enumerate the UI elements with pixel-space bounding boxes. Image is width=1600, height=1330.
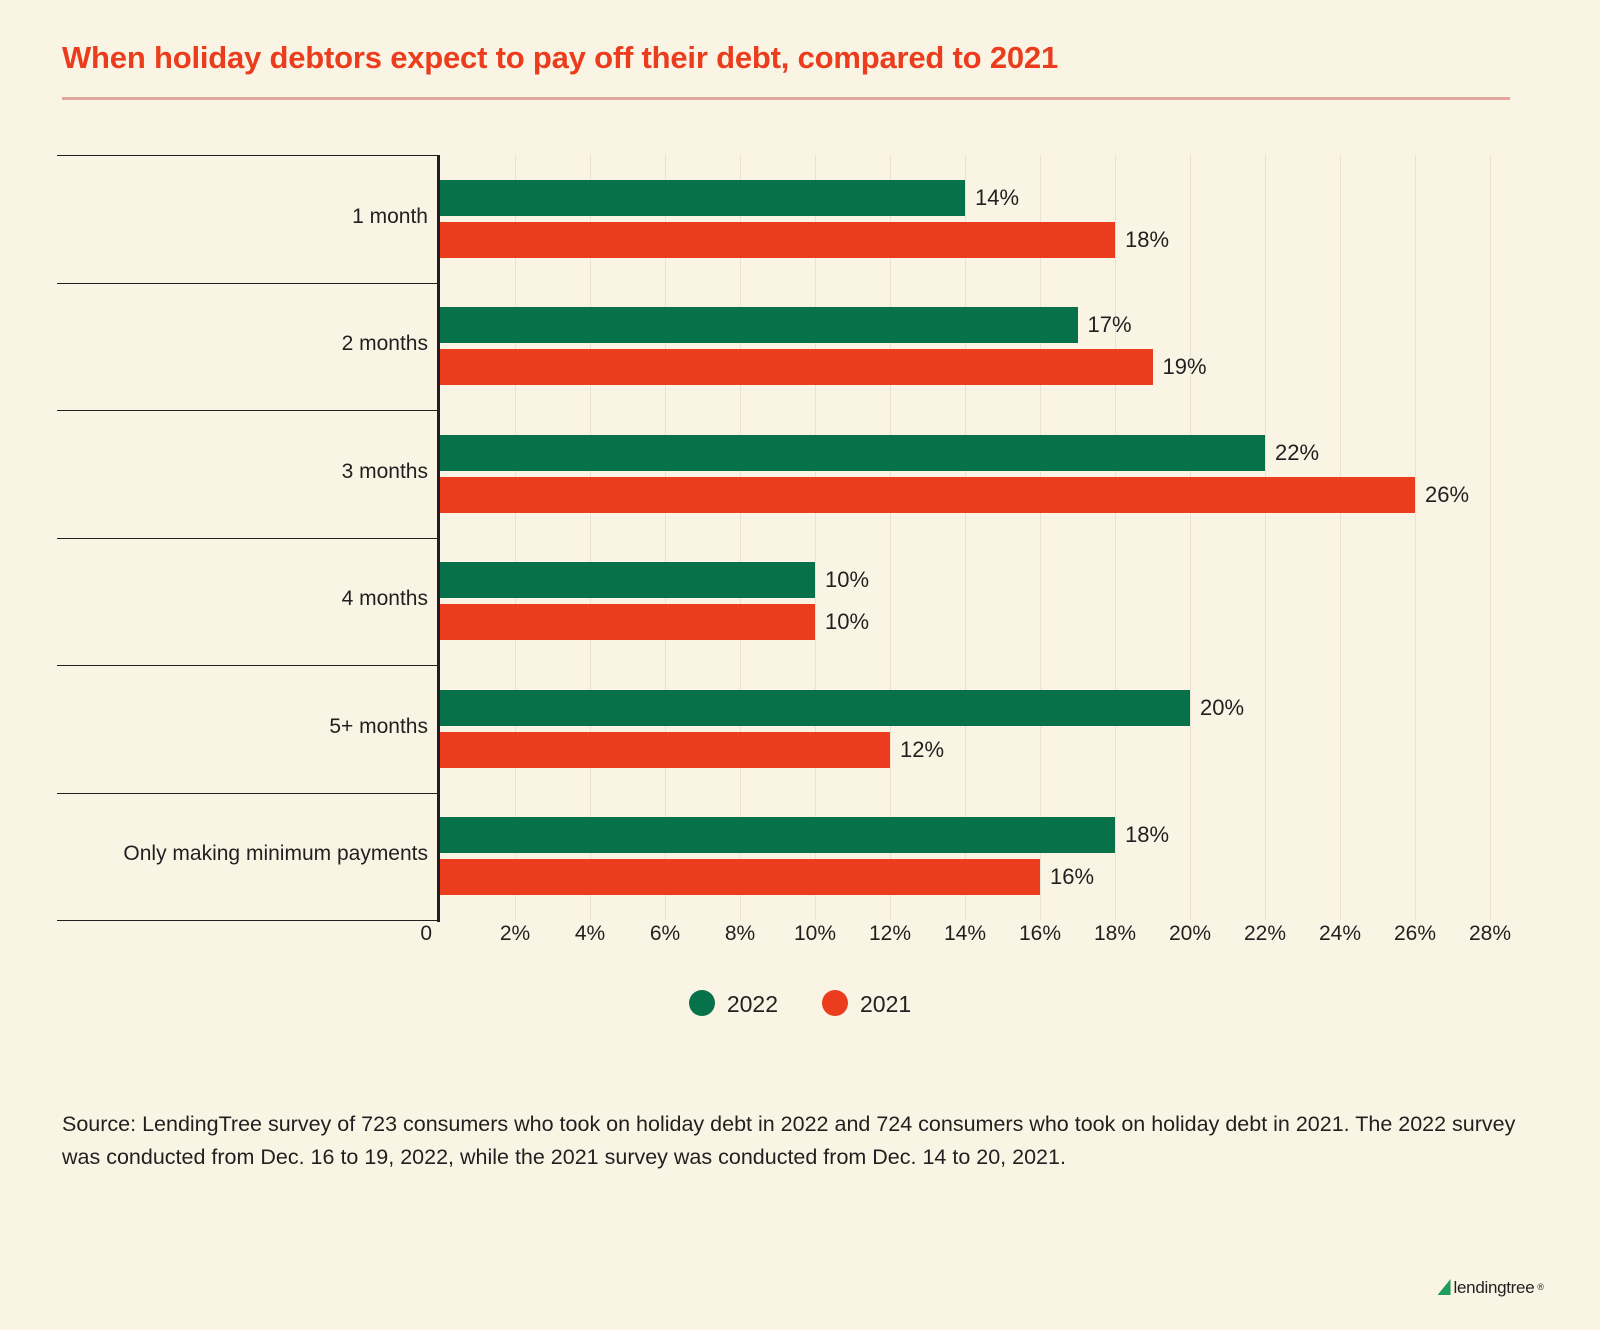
logo-wordmark: lendingtree [1453,1278,1535,1297]
bar-2021-2 [440,477,1415,513]
category-divider [57,665,440,666]
x-tick-label: 16% [1018,922,1062,945]
legend-label: 2021 [860,991,912,1018]
legend-swatch-icon [822,990,848,1016]
lendingtree-logo [1438,1278,1544,1298]
bar-2022-4 [440,690,1190,726]
gridline [1040,155,1041,920]
bar-value-label: 14% [975,184,1020,210]
bar-value-label: 18% [1125,226,1170,252]
x-tick-label: 8% [724,922,756,945]
x-tick-label: 18% [1093,922,1137,945]
x-tick-label: 4% [574,922,606,945]
x-tick-label: 2% [499,922,531,945]
gridline [1265,155,1266,920]
x-axis [0,922,1600,962]
x-tick-label: 26% [1393,922,1437,945]
bar-value-label: 12% [900,736,945,762]
page-title: When holiday debtors expect to pay off their debt, compared to 2021 [62,40,1058,75]
legend-swatch-icon [689,990,715,1016]
x-tick-label: 14% [943,922,987,945]
x-tick-label: 10% [793,922,837,945]
gridline [965,155,966,920]
plot-area [440,155,1490,920]
category-divider [57,920,440,921]
category-divider [57,538,440,539]
bar-2022-5 [440,817,1115,853]
source-note: Source: LendingTree survey of 723 consumers who took on holiday debt in 2022 and 724 consumers who took on holiday debt in 2021. The 2022 survey was conducted from Dec. 16 to 19, 2022, while the 2021 survey was conducted from Dec. 14 to 20, 2021. [62,1112,1516,1170]
bar-value-label: 10% [825,567,870,593]
category-label: 3 months [341,459,428,483]
gridline [1340,155,1341,920]
gridline [890,155,891,920]
bar-value-label: 19% [1162,354,1207,380]
bar-2021-0 [440,222,1115,258]
bar-2022-0 [440,180,965,216]
bar-value-label: 18% [1125,822,1170,848]
title-divider [62,97,1510,100]
gridline [515,155,516,920]
x-tick-label: 0 [420,922,432,945]
category-label: 5+ months [329,714,428,738]
y-axis-line [437,155,440,922]
bar-2021-1 [440,349,1153,385]
bar-2021-3 [440,604,815,640]
bar-2022-2 [440,435,1265,471]
legend-item-2022[interactable] [689,990,778,1018]
category-divider [57,410,440,411]
x-tick-label: 12% [868,922,912,945]
category-label: 4 months [341,587,428,611]
bar-value-label: 26% [1425,481,1470,507]
bar-value-label: 22% [1275,439,1320,465]
bar-value-label: 20% [1200,694,1245,720]
bar-value-label: 10% [825,609,870,635]
chart-legend [0,990,1600,1018]
logo-trademark: ® [1537,1282,1544,1292]
x-tick-label: 20% [1168,922,1212,945]
legend-label: 2022 [726,991,778,1018]
gridline [1415,155,1416,920]
x-tick-label: 22% [1243,922,1287,945]
gridline [665,155,666,920]
bar-2021-5 [440,859,1040,895]
bar-2022-1 [440,307,1078,343]
category-divider [57,793,440,794]
gridline [590,155,591,920]
legend-item-2021[interactable] [822,990,911,1018]
category-divider [57,155,440,156]
gridline [1190,155,1191,920]
category-label: Only making minimum payments [123,842,428,866]
bar-value-label: 16% [1050,864,1095,890]
gridline [1115,155,1116,920]
leaf-icon [1438,1279,1451,1295]
gridline [1490,155,1491,920]
x-tick-label: 24% [1318,922,1362,945]
bar-value-label: 17% [1087,312,1132,338]
x-tick-label: 28% [1468,922,1512,945]
category-label: 1 month [352,204,428,228]
x-tick-label: 6% [649,922,681,945]
category-divider [57,283,440,284]
bar-chart [0,150,1600,1018]
gridline [815,155,816,920]
category-label: 2 months [341,332,428,356]
bar-2022-3 [440,562,815,598]
gridline [740,155,741,920]
bar-2021-4 [440,732,890,768]
